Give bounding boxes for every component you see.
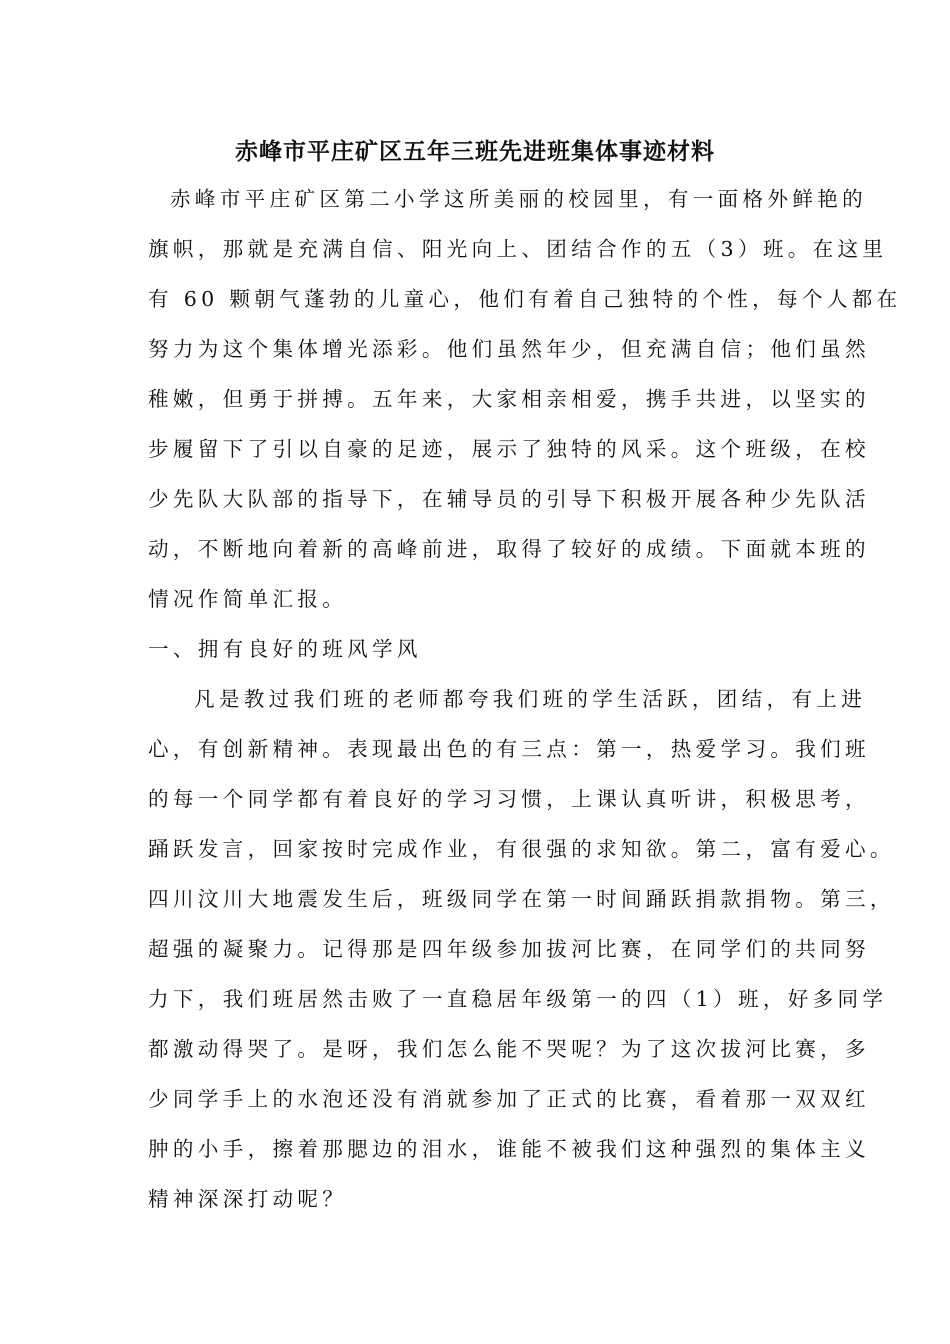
paragraph-line: 少同学手上的水泡还没有消就参加了正式的比赛，看着那一双双红 (148, 1087, 870, 1111)
paragraph-line: 超强的凝聚力。记得那是四年级参加拔河比赛，在同学们的共同努 (148, 937, 870, 961)
paragraph-line: 凡是教过我们班的老师都夸我们班的学生活跃，团结，有上进 (194, 687, 867, 711)
paragraph-line: 精神深深打动呢？ (148, 1187, 348, 1211)
paragraph-line: 稚嫩，但勇于拼搏。五年来，大家相亲相爱，携手共进，以坚实的 (148, 387, 870, 411)
paragraph-line: 都激动得哭了。是呀，我们怎么能不哭呢？为了这次拔河比赛，多 (148, 1037, 870, 1061)
paragraph-line: 肿的小手，擦着那腮边的泪水，谁能不被我们这种强烈的集体主义 (148, 1137, 870, 1161)
paragraph-line: 的每一个同学都有着良好的学习习惯，上课认真听讲，积极思考， (148, 787, 870, 811)
paragraph-line: 少先队大队部的指导下，在辅导员的引导下积极开展各种少先队活 (148, 487, 870, 511)
paragraph-line: 动，不断地向着新的高峰前进，取得了较好的成绩。下面就本班的 (148, 537, 870, 561)
paragraph-line: 踊跃发言，回家按时完成作业，有很强的求知欲。第二，富有爱心。 (148, 837, 895, 861)
paragraph-line: 努力为这个集体增光添彩。他们虽然年少，但充满自信；他们虽然 (148, 337, 870, 361)
paragraph-line: 四川汶川大地震发生后，班级同学在第一时间踊跃捐款捐物。第三， (148, 887, 895, 911)
document-title: 赤峰市平庄矿区五年三班先进班集体事迹材料 (235, 138, 715, 165)
paragraph-line: 情况作简单汇报。 (148, 587, 348, 611)
paragraph-line: 旗帜，那就是充满自信、阳光向上、团结合作的五（3）班。在这里 (148, 237, 888, 261)
paragraph-line: 有 60 颗朝气蓬勃的儿童心，他们有着自己独特的个性，每个人都在 (148, 287, 902, 311)
paragraph-line: 心，有创新精神。表现最出色的有三点：第一，热爱学习。我们班 (148, 737, 870, 761)
paragraph-line: 力下，我们班居然击败了一直稳居年级第一的四（1）班，好多同学 (148, 987, 888, 1011)
paragraph-line: 步履留下了引以自豪的足迹，展示了独特的风采。这个班级，在校 (148, 437, 870, 461)
paragraph-line: 赤峰市平庄矿区第二小学这所美丽的校园里，有一面格外鲜艳的 (170, 187, 868, 211)
section-heading: 一、拥有良好的班风学风 (148, 637, 422, 661)
